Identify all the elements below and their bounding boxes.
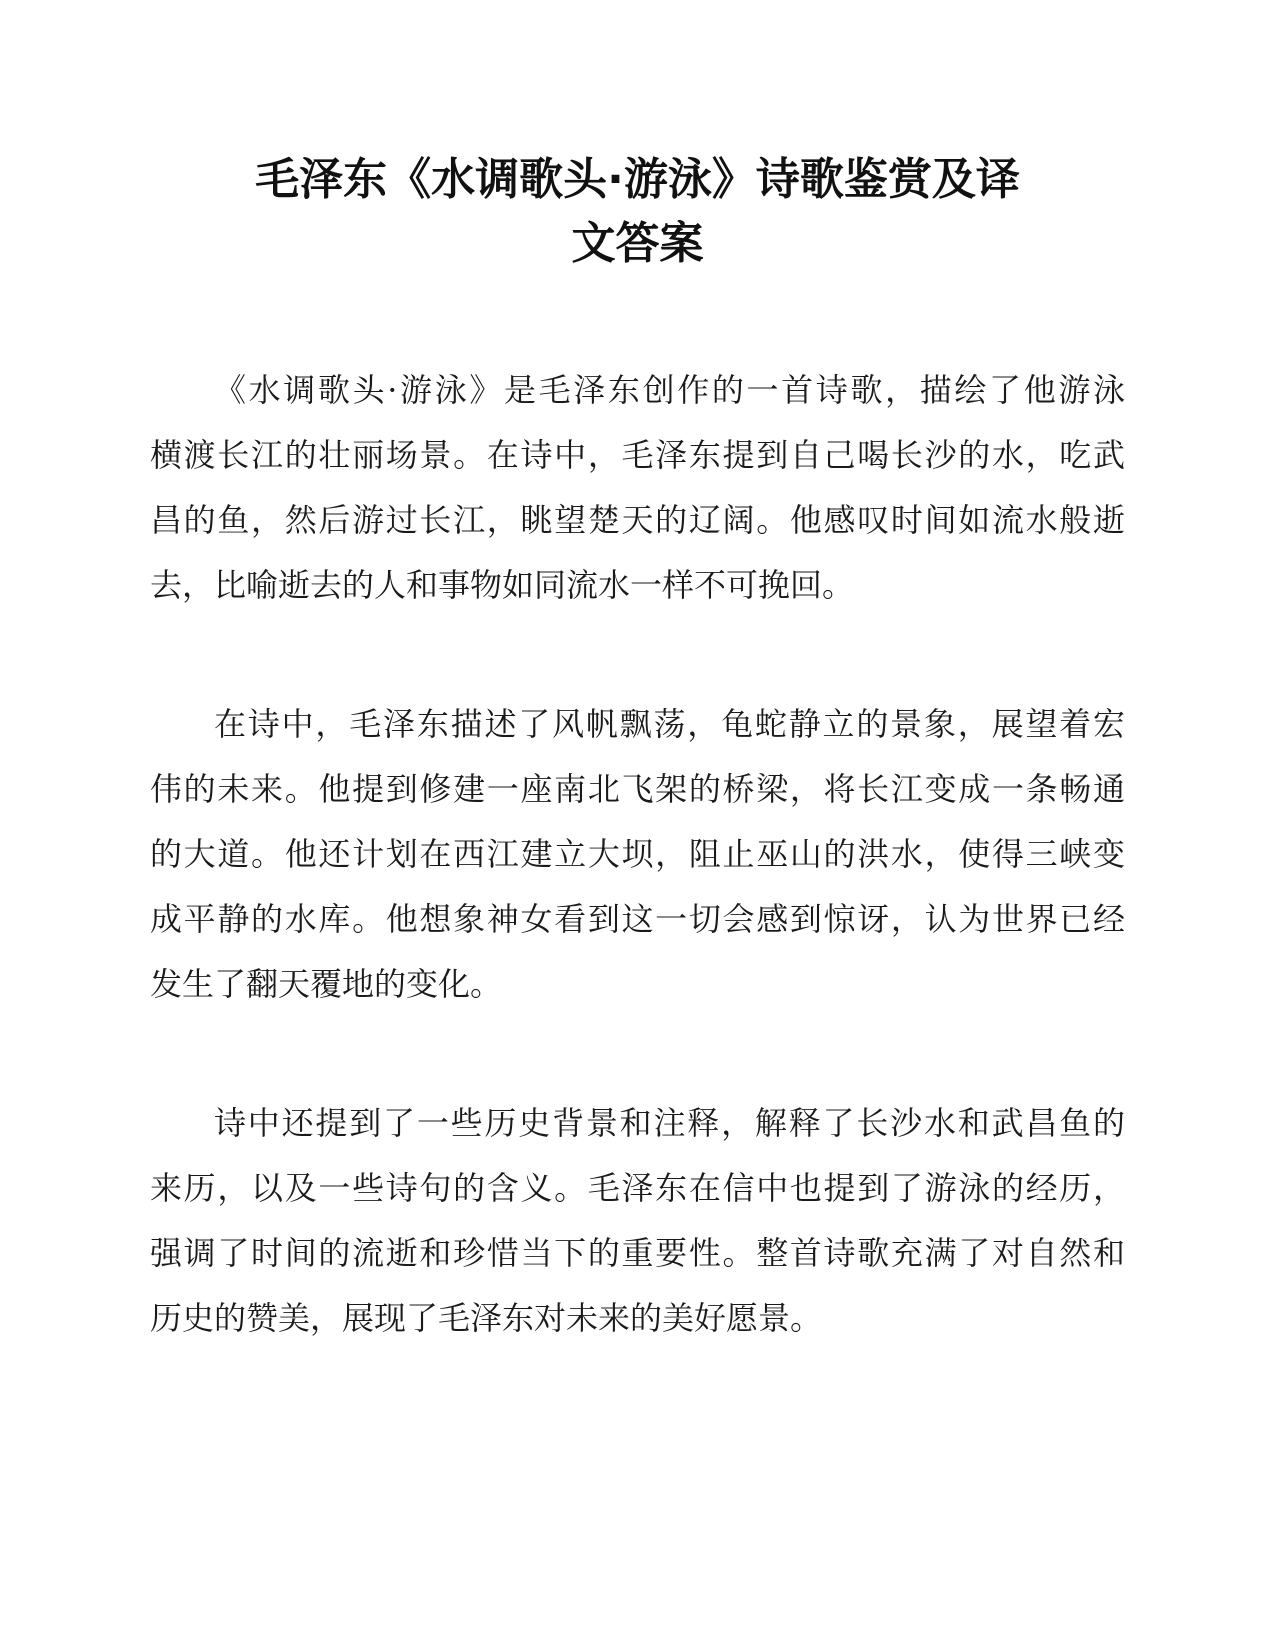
- paragraph-line: 《水调歌头·游泳》是毛泽东创作的一首诗歌，描绘了他游泳: [214, 371, 1125, 409]
- paragraph-line: 成平静的水库。他想象神女看到这一切会感到惊讶，认为世界已经: [150, 900, 1125, 938]
- paragraph-3: [150, 1091, 1125, 1351]
- paragraph-line: 去，比喻逝去的人和事物如同流水一样不可挽回。: [150, 566, 855, 604]
- paragraph-line: 伟的未来。他提到修建一座南北飞架的桥梁，将长江变成一条畅通: [150, 770, 1125, 808]
- paragraph-2: [150, 692, 1125, 1017]
- paragraph-line: 历史的赞美，展现了毛泽东对未来的美好愿景。: [150, 1299, 823, 1337]
- paragraph-line: 强调了时间的流逝和珍惜当下的重要性。整首诗歌充满了对自然和: [150, 1234, 1125, 1272]
- paragraph-1: [150, 358, 1125, 618]
- title-line: 毛泽东《水调歌头·游泳》诗歌鉴赏及译: [255, 154, 1020, 205]
- document-title: [150, 148, 1125, 276]
- title-line: 文答案: [571, 218, 704, 269]
- paragraph-line: 诗中还提到了一些历史背景和注释，解释了长沙水和武昌鱼的: [214, 1104, 1125, 1142]
- paragraph-line: 昌的鱼，然后游过长江，眺望楚天的辽阔。他感叹时间如流水般逝: [150, 501, 1125, 539]
- paragraph-line: 来历，以及一些诗句的含义。毛泽东在信中也提到了游泳的经历，: [150, 1169, 1125, 1207]
- paragraph-line: 的大道。他还计划在西江建立大坝，阻止巫山的洪水，使得三峡变: [150, 835, 1125, 873]
- paragraph-line: 发生了翻天覆地的变化。: [150, 965, 503, 1003]
- paragraph-line: 横渡长江的壮丽场景。在诗中，毛泽东提到自己喝长沙的水，吃武: [150, 436, 1125, 474]
- paragraph-line: 在诗中，毛泽东描述了风帆飘荡，龟蛇静立的景象，展望着宏: [214, 705, 1125, 743]
